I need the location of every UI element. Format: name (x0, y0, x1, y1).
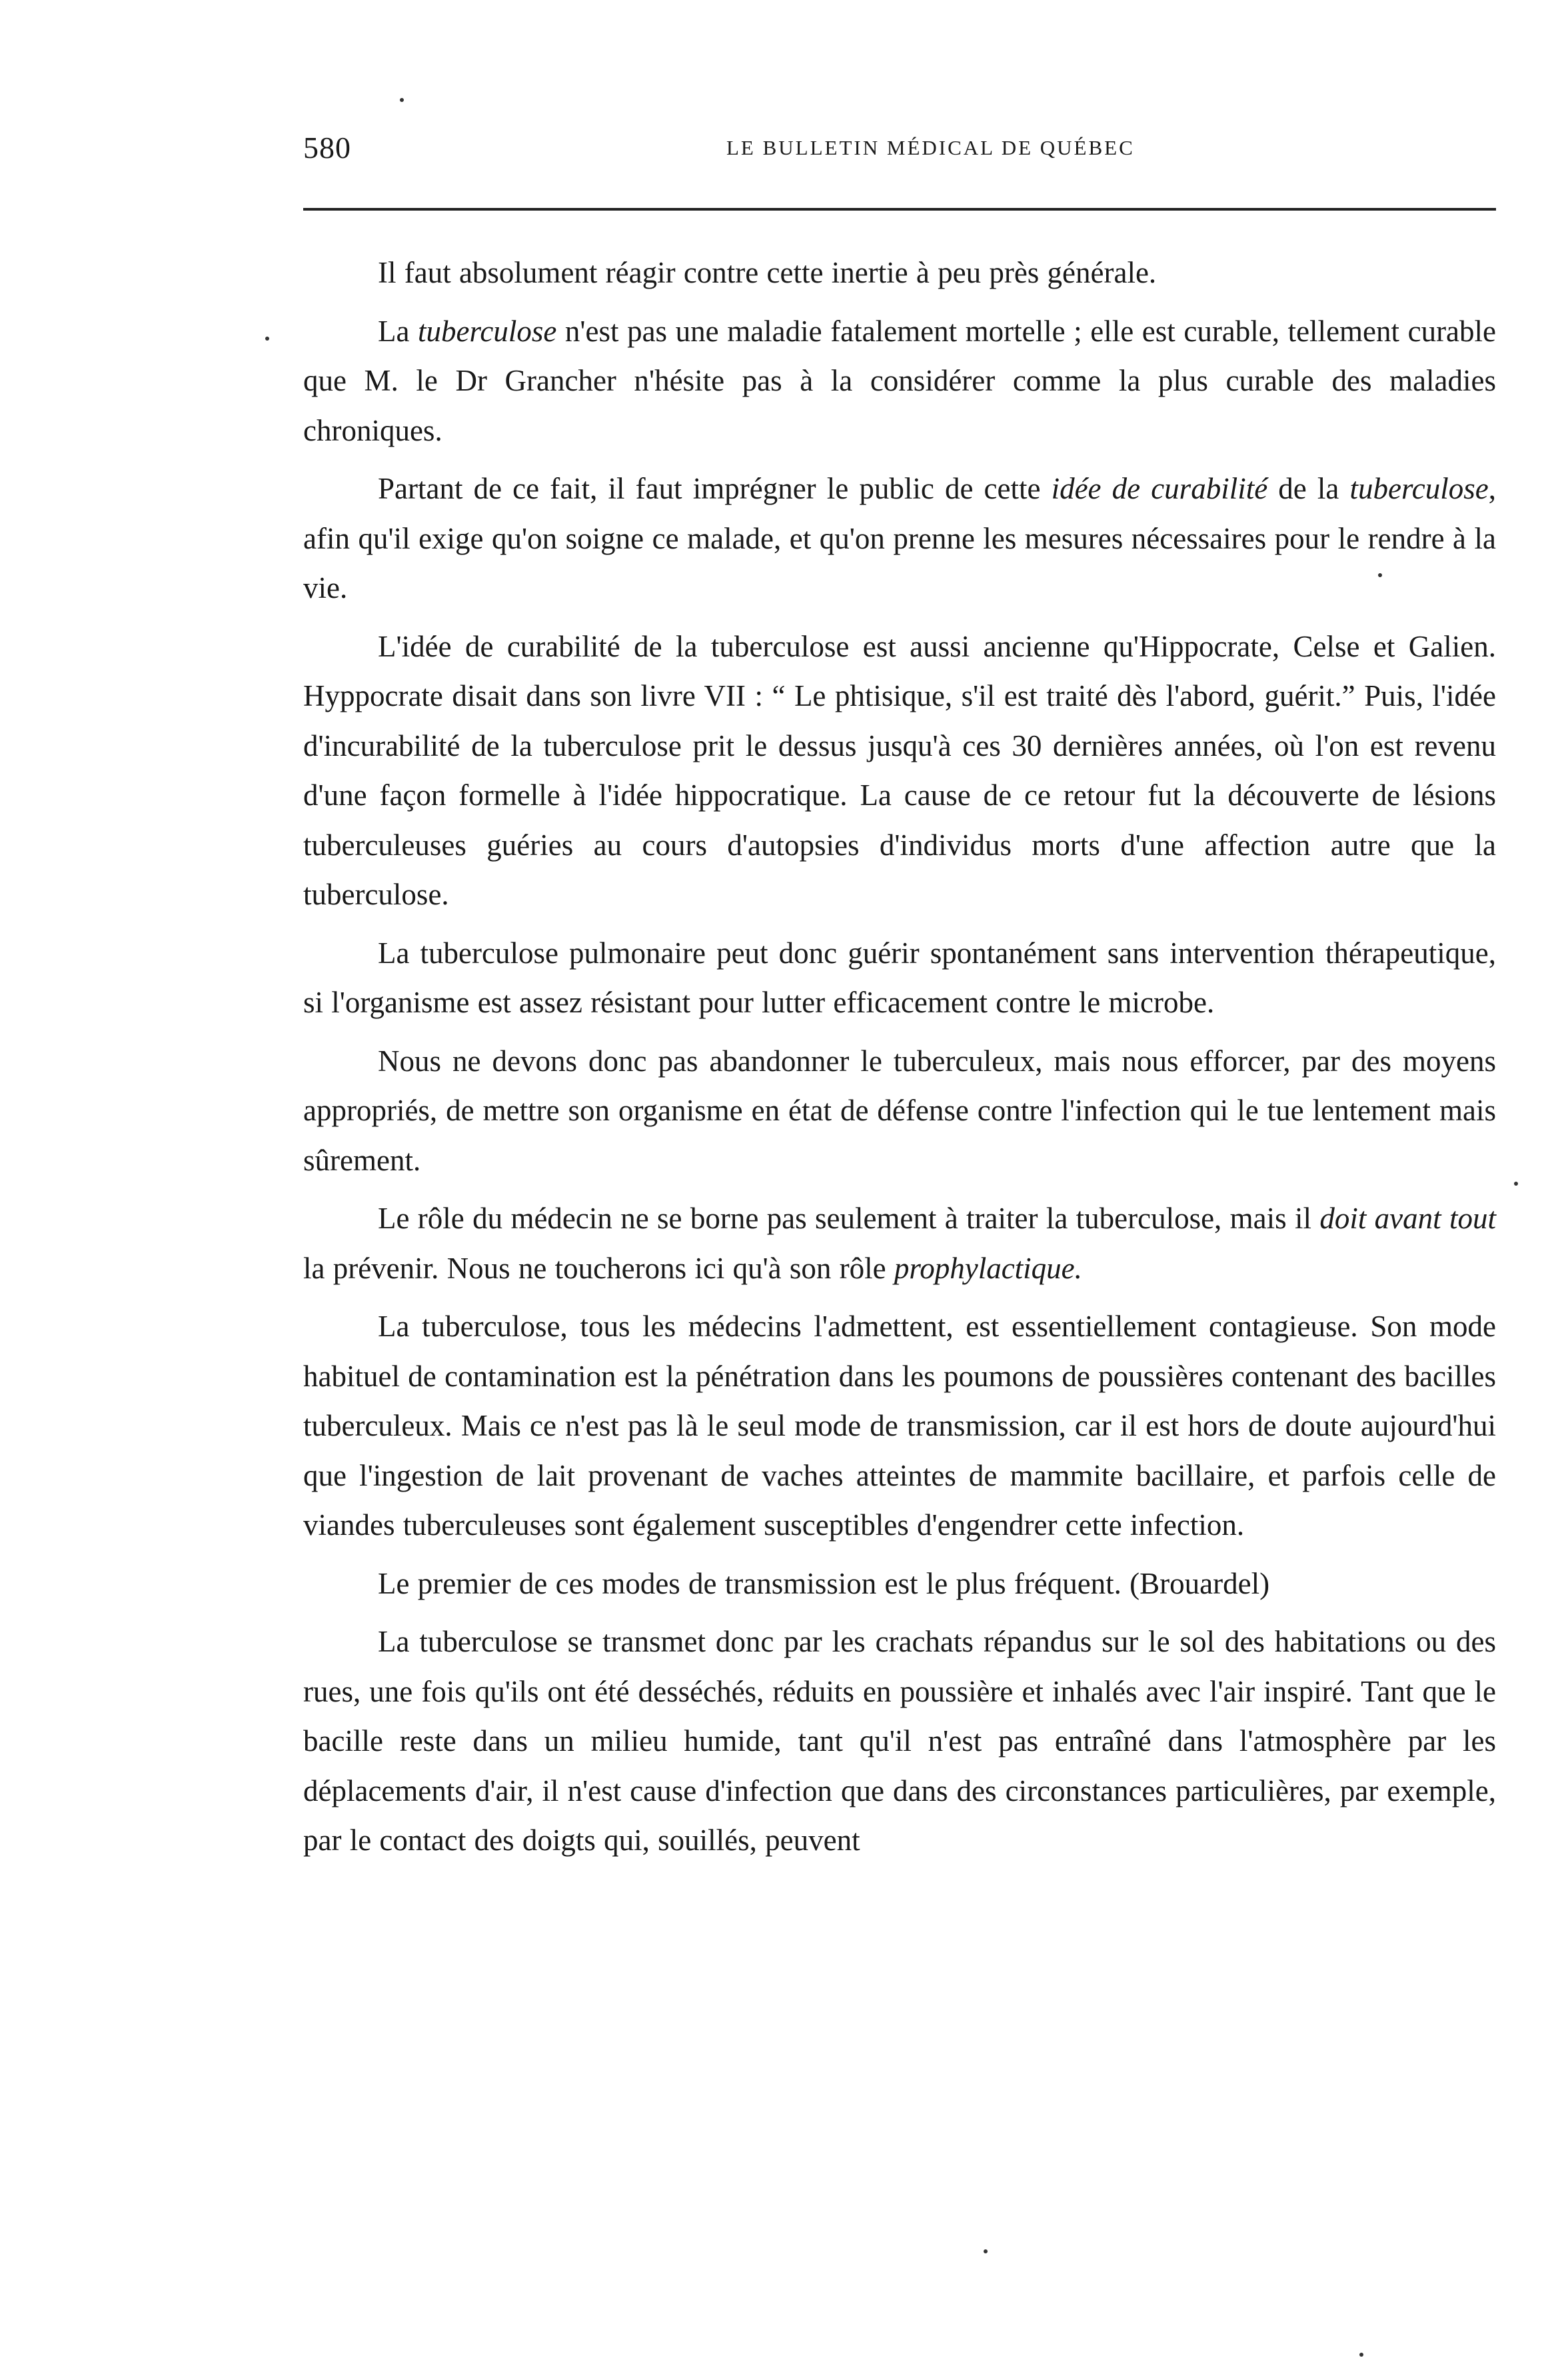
page-header (303, 128, 1496, 175)
paragraph (303, 1194, 1496, 1293)
text-run: de la (1267, 472, 1350, 505)
text-run: n'est pas une maladie fatalement mortelle ; elle est curable, tellement curable que M. le Dr Grancher n'hésite pas à la considérer comme la plus curable des maladies chroniques. (303, 314, 1496, 447)
header-rule (303, 208, 1496, 211)
text-run: La tuberculose se transmet donc par les crachats répandus sur le sol des habitations ou des rues, une fois qu'ils ont été desséchés, réduits en poussière et inhalés avec l'air inspiré. Tant que le bacille reste dans un milieu humide, tant qu'il n'est pas entraîné dans l'atmosphère par les déplacements d'air, il n'est cause d'infection que dans des circonstances particulières, par exemple, par le contact des doigts qui, souillés, peuvent (303, 1625, 1496, 1857)
scan-speck (1359, 2353, 1363, 2357)
paragraph (303, 464, 1496, 613)
italic-text: tuberculose (418, 314, 557, 348)
text-run: Il faut absolument réagir contre cette inertie à peu près générale. (378, 256, 1157, 289)
text-run: , afin qu'il exige qu'on soigne ce malade, et qu'on prenne les mesures nécessaires pour le rendre à la vie. (303, 472, 1497, 604)
paragraph (303, 622, 1496, 920)
text-run: L'idée de curabilité de la tuberculose est aussi ancienne qu'Hippocrate, Celse et Galien. Hyppocrate disait dans son livre VII : “ Le phtisique, s'il est traité dès l'abord, guérit.” Puis, l'idée d'incurabilité de la tuberculose prit le dessus jusqu'à ces 30 dernières années, où l'on est revenu d'une façon formelle à l'idée hippocratique. La cause de ce retour fut la découverte de lésions tuberculeuses guéries au cours d'autopsies d'individus morts d'une affection autre que la tuberculose. (303, 629, 1496, 911)
paragraph (303, 248, 1496, 298)
italic-text: tuberculose (1349, 472, 1489, 505)
paragraph (303, 1302, 1496, 1550)
text-run: Partant de ce fait, il faut imprégner le public de cette (378, 472, 1052, 505)
italic-text: prophylactique. (894, 1251, 1082, 1285)
text-run: Le rôle du médecin ne se borne pas seulement à traiter la tuberculose, mais il (378, 1202, 1320, 1235)
article-body (303, 248, 1496, 1865)
paragraph (303, 928, 1496, 1028)
scan-speck (265, 337, 269, 341)
text-run: La tuberculose pulmonaire peut donc guérir spontanément sans intervention thérapeutique, si l'organisme est assez résistant pour lutter efficacement contre le microbe. (303, 936, 1496, 1019)
scan-speck (984, 2249, 988, 2253)
paragraph (303, 307, 1496, 456)
italic-text: idée de curabilité (1051, 472, 1268, 505)
page-number: 580 (303, 131, 351, 165)
text-run: Nous ne devons donc pas abandonner le tuberculeux, mais nous efforcer, par des moyens appropriés, de mettre son organisme en état de défense contre l'infection qui le tue lentement mais sûrement. (303, 1044, 1496, 1177)
paragraph (303, 1036, 1496, 1186)
scan-speck (400, 98, 404, 102)
text-run: La (378, 314, 418, 348)
paragraph (303, 1559, 1496, 1609)
running-title: LE BULLETIN MÉDICAL DE QUÉBEC (726, 136, 1135, 159)
italic-text: doit avant tout (1319, 1202, 1496, 1235)
scan-speck (1378, 573, 1382, 577)
text-run: La tuberculose, tous les médecins l'admettent, est essentiellement contagieuse. Son mode habituel de contamination est la pénétration dans les poumons de poussières contenant des bacilles tuberculeux. Mais ce n'est pas là le seul mode de transmission, car il est hors de doute aujourd'hui que l'ingestion de lait provenant de vaches atteintes de mammite bacillaire, et parfois celle de viandes tuberculeuses sont également susceptibles d'engendrer cette infection. (303, 1310, 1496, 1542)
text-run: la prévenir. Nous ne toucherons ici qu'à son rôle (303, 1251, 894, 1285)
paragraph (303, 1617, 1496, 1865)
text-run: Le premier de ces modes de transmission est le plus fréquent. (Brouardel) (378, 1566, 1270, 1600)
scan-speck (1514, 1182, 1518, 1186)
